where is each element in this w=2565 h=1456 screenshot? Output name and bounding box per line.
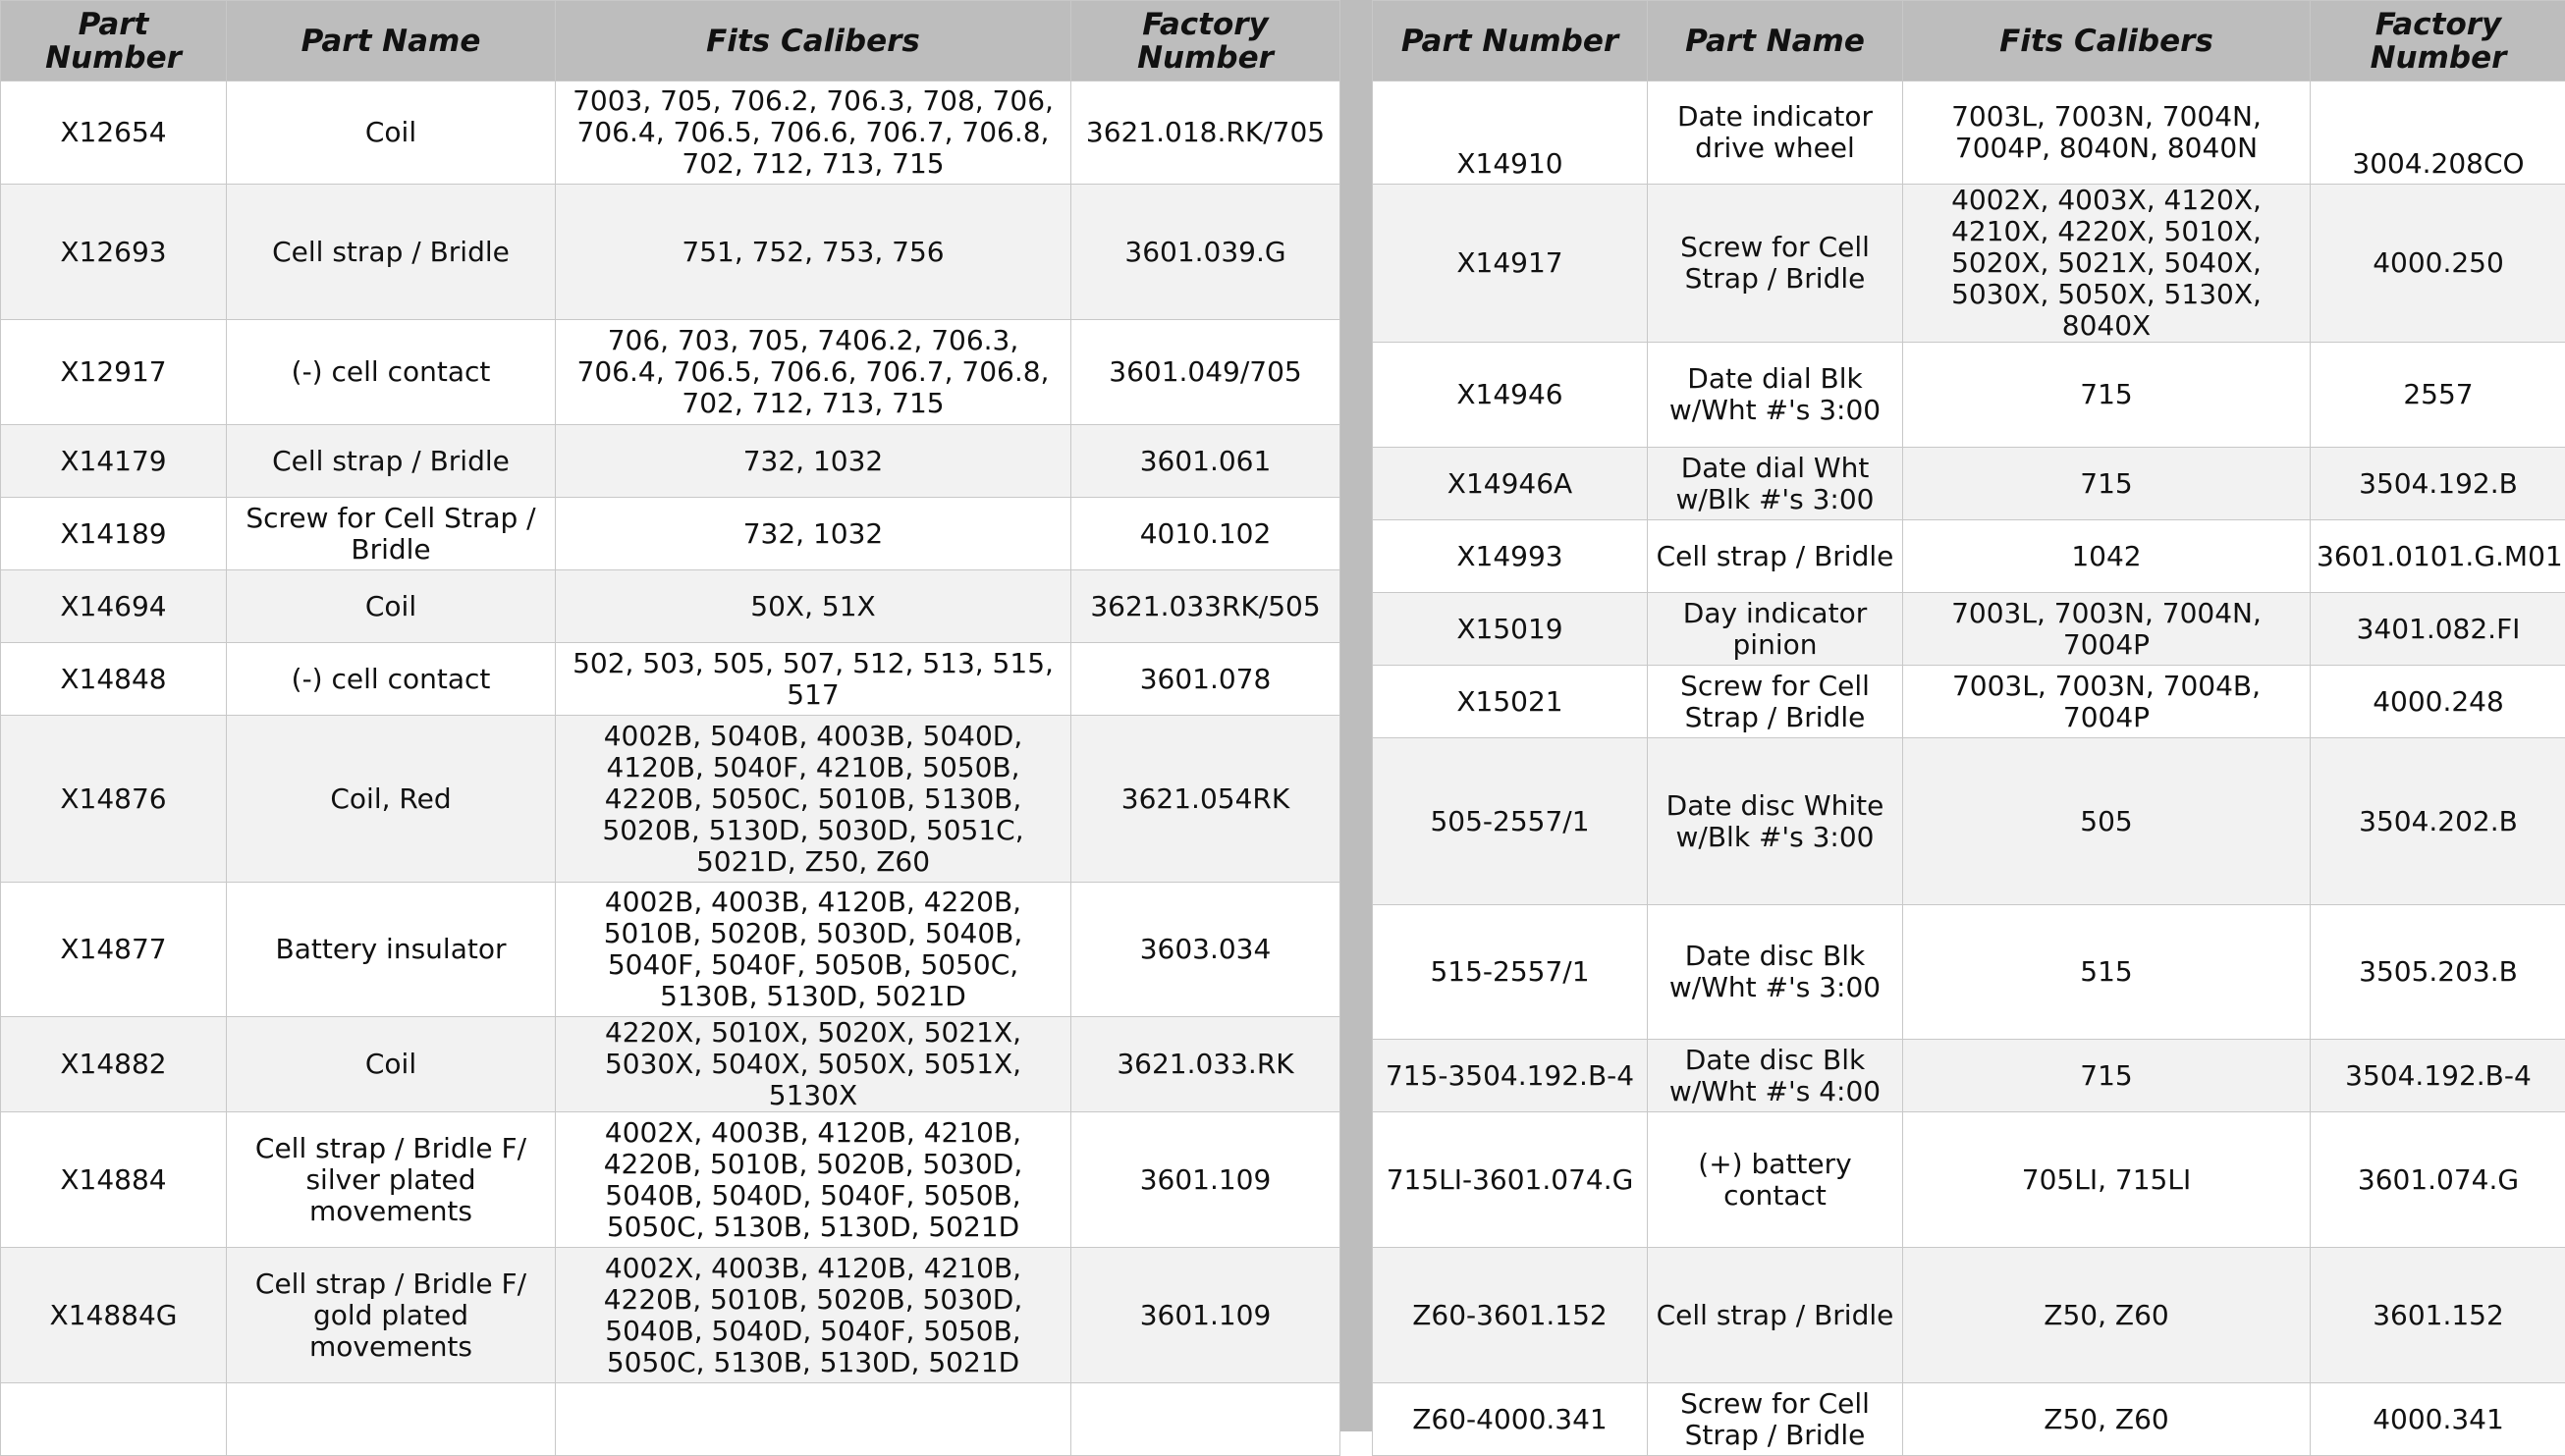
part-name-cell: Cell strap / Bridle xyxy=(227,425,556,498)
part-number-cell: 515-2557/1 xyxy=(1373,905,1648,1040)
part-name-cell: (+) battery contact xyxy=(1648,1112,1903,1248)
part-name-cell: Coil xyxy=(227,570,556,643)
part-number-cell: Z60-3601.152 xyxy=(1373,1248,1648,1383)
header-factory-number: Factory Number xyxy=(2311,1,2565,81)
factory-number-cell: 3505.203.B xyxy=(2311,905,2565,1040)
left-table-body xyxy=(1,81,1340,1456)
part-number-cell: X14884G xyxy=(1,1248,227,1383)
factory-number-cell: 3601.078 xyxy=(1071,643,1340,716)
fits-calibers-cell: 50X, 51X xyxy=(556,570,1071,643)
table-row xyxy=(1,643,1340,716)
part-number-cell: X14910 xyxy=(1373,81,1648,185)
header-part-name: Part Name xyxy=(1648,1,1903,81)
table-row xyxy=(1,1383,1340,1456)
part-name-cell: Date dial Blk w/Wht #'s 3:00 xyxy=(1648,343,1903,448)
table-row xyxy=(1373,1248,2565,1383)
part-number-cell: X14179 xyxy=(1,425,227,498)
fits-calibers-cell: 4220X, 5010X, 5020X, 5021X, 5030X, 5040X, 5050X, 5051X, 5130X xyxy=(556,1017,1071,1112)
table-row xyxy=(1373,905,2565,1040)
part-name-cell: Coil xyxy=(227,1017,556,1112)
factory-number-cell: 3601.061 xyxy=(1071,425,1340,498)
fits-calibers-cell: Z50, Z60 xyxy=(1903,1248,2311,1383)
fits-calibers-cell: 715 xyxy=(1903,343,2311,448)
part-name-cell: Screw for Cell Strap / Bridle xyxy=(1648,1383,1903,1456)
fits-calibers-cell: 4002X, 4003X, 4120X, 4210X, 4220X, 5010X, 5020X, 5021X, 5040X, 5030X, 5050X, 5130X, 8040X xyxy=(1903,185,2311,343)
fits-calibers-cell: 706, 703, 705, 7406.2, 706.3, 706.4, 706.5, 706.6, 706.7, 706.8, 702, 712, 713, 715 xyxy=(556,320,1071,425)
part-name-cell: Coil, Red xyxy=(227,716,556,883)
table-row xyxy=(1,883,1340,1017)
table-row xyxy=(1,320,1340,425)
part-name-cell: Cell strap / Bridle F/ silver plated movements xyxy=(227,1112,556,1248)
factory-number-cell: 3601.0101.G.M01 xyxy=(2311,520,2565,593)
table-row xyxy=(1373,738,2565,905)
part-number-cell: 505-2557/1 xyxy=(1373,738,1648,905)
right-table-body xyxy=(1373,81,2565,1456)
table-row xyxy=(1,81,1340,185)
table-row xyxy=(1373,1383,2565,1456)
factory-number-cell: 3601.074.G xyxy=(2311,1112,2565,1248)
header-fits-calibers: Fits Calibers xyxy=(556,1,1071,81)
part-name-cell: Screw for Cell Strap / Bridle xyxy=(1648,666,1903,738)
table-row xyxy=(1373,593,2565,666)
part-number-cell: X14993 xyxy=(1373,520,1648,593)
part-number-cell: X12654 xyxy=(1,81,227,185)
fits-calibers-cell: 4002B, 5040B, 4003B, 5040D, 4120B, 5040F, 4210B, 5050B, 4220B, 5050C, 5010B, 5130B, 5020B, 5130D, 5030D, 5051C, 5021D, Z50, Z60 xyxy=(556,716,1071,883)
part-number-cell: X14877 xyxy=(1,883,227,1017)
fits-calibers-cell: 7003L, 7003N, 7004N, 7004P xyxy=(1903,593,2311,666)
fits-calibers-cell: 502, 503, 505, 507, 512, 513, 515, 517 xyxy=(556,643,1071,716)
factory-number-cell: 3621.054RK xyxy=(1071,716,1340,883)
part-number-cell: X12917 xyxy=(1,320,227,425)
factory-number-cell: 3504.202.B xyxy=(2311,738,2565,905)
right-parts-table xyxy=(1372,0,2565,1456)
table-row xyxy=(1,1248,1340,1383)
part-name-cell: Date indicator drive wheel xyxy=(1648,81,1903,185)
factory-number-cell: 3504.192.B xyxy=(2311,448,2565,520)
fits-calibers-cell xyxy=(556,1383,1071,1456)
factory-number-cell: 3601.152 xyxy=(2311,1248,2565,1383)
fits-calibers-cell: 4002X, 4003B, 4120B, 4210B, 4220B, 5010B, 5020B, 5030D, 5040B, 5040D, 5040F, 5050B, 5050C, 5130B, 5130D, 5021D xyxy=(556,1112,1071,1248)
factory-number-cell: 4000.250 xyxy=(2311,185,2565,343)
part-name-cell: (-) cell contact xyxy=(227,643,556,716)
header-row xyxy=(1373,1,2565,81)
part-number-cell: Z60-4000.341 xyxy=(1373,1383,1648,1456)
fits-calibers-cell: 515 xyxy=(1903,905,2311,1040)
factory-number-cell: 3504.192.B-4 xyxy=(2311,1040,2565,1112)
factory-number-cell: 2557 xyxy=(2311,343,2565,448)
part-name-cell: Cell strap / Bridle xyxy=(1648,520,1903,593)
table-row xyxy=(1373,185,2565,343)
factory-number-cell: 3004.208CO xyxy=(2311,81,2565,185)
factory-number-cell xyxy=(1071,1383,1340,1456)
table-row xyxy=(1373,448,2565,520)
part-number-cell: 715-3504.192.B-4 xyxy=(1373,1040,1648,1112)
table-row xyxy=(1373,666,2565,738)
table-row xyxy=(1,716,1340,883)
part-number-cell: 715LI-3601.074.G xyxy=(1373,1112,1648,1248)
part-name-cell: Battery insulator xyxy=(227,883,556,1017)
table-row xyxy=(1373,520,2565,593)
part-number-cell: X12693 xyxy=(1,185,227,320)
fits-calibers-cell: 4002B, 4003B, 4120B, 4220B, 5010B, 5020B, 5030D, 5040B, 5040F, 5040F, 5050B, 5050C, 5130B, 5130D, 5021D xyxy=(556,883,1071,1017)
table-row xyxy=(1373,81,2565,185)
part-number-cell: X14189 xyxy=(1,498,227,570)
fits-calibers-cell: 7003, 705, 706.2, 706.3, 708, 706, 706.4, 706.5, 706.6, 706.7, 706.8, 702, 712, 713, 715 xyxy=(556,81,1071,185)
part-name-cell: Screw for Cell Strap / Bridle xyxy=(227,498,556,570)
part-name-cell: (-) cell contact xyxy=(227,320,556,425)
part-name-cell xyxy=(227,1383,556,1456)
header-row xyxy=(1,1,1340,81)
part-name-cell: Screw for Cell Strap / Bridle xyxy=(1648,185,1903,343)
fits-calibers-cell: 732, 1032 xyxy=(556,498,1071,570)
table-row xyxy=(1,570,1340,643)
fits-calibers-cell: 1042 xyxy=(1903,520,2311,593)
part-number-cell: X15019 xyxy=(1373,593,1648,666)
fits-calibers-cell: 705LI, 715LI xyxy=(1903,1112,2311,1248)
factory-number-cell: 4000.248 xyxy=(2311,666,2565,738)
part-number-cell: X14694 xyxy=(1,570,227,643)
part-name-cell: Cell strap / Bridle xyxy=(227,185,556,320)
fits-calibers-cell: 715 xyxy=(1903,448,2311,520)
fits-calibers-cell: 7003L, 7003N, 7004B, 7004P xyxy=(1903,666,2311,738)
part-number-cell: X14876 xyxy=(1,716,227,883)
table-row xyxy=(1373,1112,2565,1248)
part-number-cell: X15021 xyxy=(1373,666,1648,738)
factory-number-cell: 3621.033.RK xyxy=(1071,1017,1340,1112)
header-part-number: Part Number xyxy=(1373,1,1648,81)
factory-number-cell: 4000.341 xyxy=(2311,1383,2565,1456)
table-row xyxy=(1,1112,1340,1248)
factory-number-cell: 3601.049/705 xyxy=(1071,320,1340,425)
part-number-cell: X14848 xyxy=(1,643,227,716)
fits-calibers-cell: Z50, Z60 xyxy=(1903,1383,2311,1456)
table-row xyxy=(1,1017,1340,1112)
table-row xyxy=(1,498,1340,570)
factory-number-cell: 3401.082.FI xyxy=(2311,593,2565,666)
part-number-cell: X14884 xyxy=(1,1112,227,1248)
fits-calibers-cell: 4002X, 4003B, 4120B, 4210B, 4220B, 5010B, 5020B, 5030D, 5040B, 5040D, 5040F, 5050B, 5050C, 5130B, 5130D, 5021D xyxy=(556,1248,1071,1383)
factory-number-cell: 3621.018.RK/705 xyxy=(1071,81,1340,185)
factory-number-cell: 4010.102 xyxy=(1071,498,1340,570)
table-row xyxy=(1373,1040,2565,1112)
factory-number-cell: 3601.109 xyxy=(1071,1248,1340,1383)
part-name-cell: Coil xyxy=(227,81,556,185)
fits-calibers-cell: 505 xyxy=(1903,738,2311,905)
part-number-cell: X14946A xyxy=(1373,448,1648,520)
table-divider xyxy=(1340,0,1372,1431)
part-number-cell: X14946 xyxy=(1373,343,1648,448)
part-name-cell: Date disc White w/Blk #'s 3:00 xyxy=(1648,738,1903,905)
factory-number-cell: 3601.039.G xyxy=(1071,185,1340,320)
factory-number-cell: 3621.033RK/505 xyxy=(1071,570,1340,643)
part-name-cell: Date disc Blk w/Wht #'s 3:00 xyxy=(1648,905,1903,1040)
part-name-cell: Cell strap / Bridle F/ gold plated movements xyxy=(227,1248,556,1383)
part-number-cell xyxy=(1,1383,227,1456)
part-number-cell: X14917 xyxy=(1373,185,1648,343)
part-name-cell: Day indicator pinion xyxy=(1648,593,1903,666)
part-number-cell: X14882 xyxy=(1,1017,227,1112)
header-factory-number: Factory Number xyxy=(1071,1,1340,81)
table-row xyxy=(1,185,1340,320)
fits-calibers-cell: 751, 752, 753, 756 xyxy=(556,185,1071,320)
fits-calibers-cell: 715 xyxy=(1903,1040,2311,1112)
factory-number-cell: 3601.109 xyxy=(1071,1112,1340,1248)
header-fits-calibers: Fits Calibers xyxy=(1903,1,2311,81)
part-name-cell: Date dial Wht w/Blk #'s 3:00 xyxy=(1648,448,1903,520)
fits-calibers-cell: 7003L, 7003N, 7004N, 7004P, 8040N, 8040N xyxy=(1903,81,2311,185)
factory-number-cell: 3603.034 xyxy=(1071,883,1340,1017)
fits-calibers-cell: 732, 1032 xyxy=(556,425,1071,498)
part-name-cell: Cell strap / Bridle xyxy=(1648,1248,1903,1383)
header-part-name: Part Name xyxy=(227,1,556,81)
part-name-cell: Date disc Blk w/Wht #'s 4:00 xyxy=(1648,1040,1903,1112)
table-row xyxy=(1373,343,2565,448)
header-part-number: Part Number xyxy=(1,1,227,81)
table-row xyxy=(1,425,1340,498)
